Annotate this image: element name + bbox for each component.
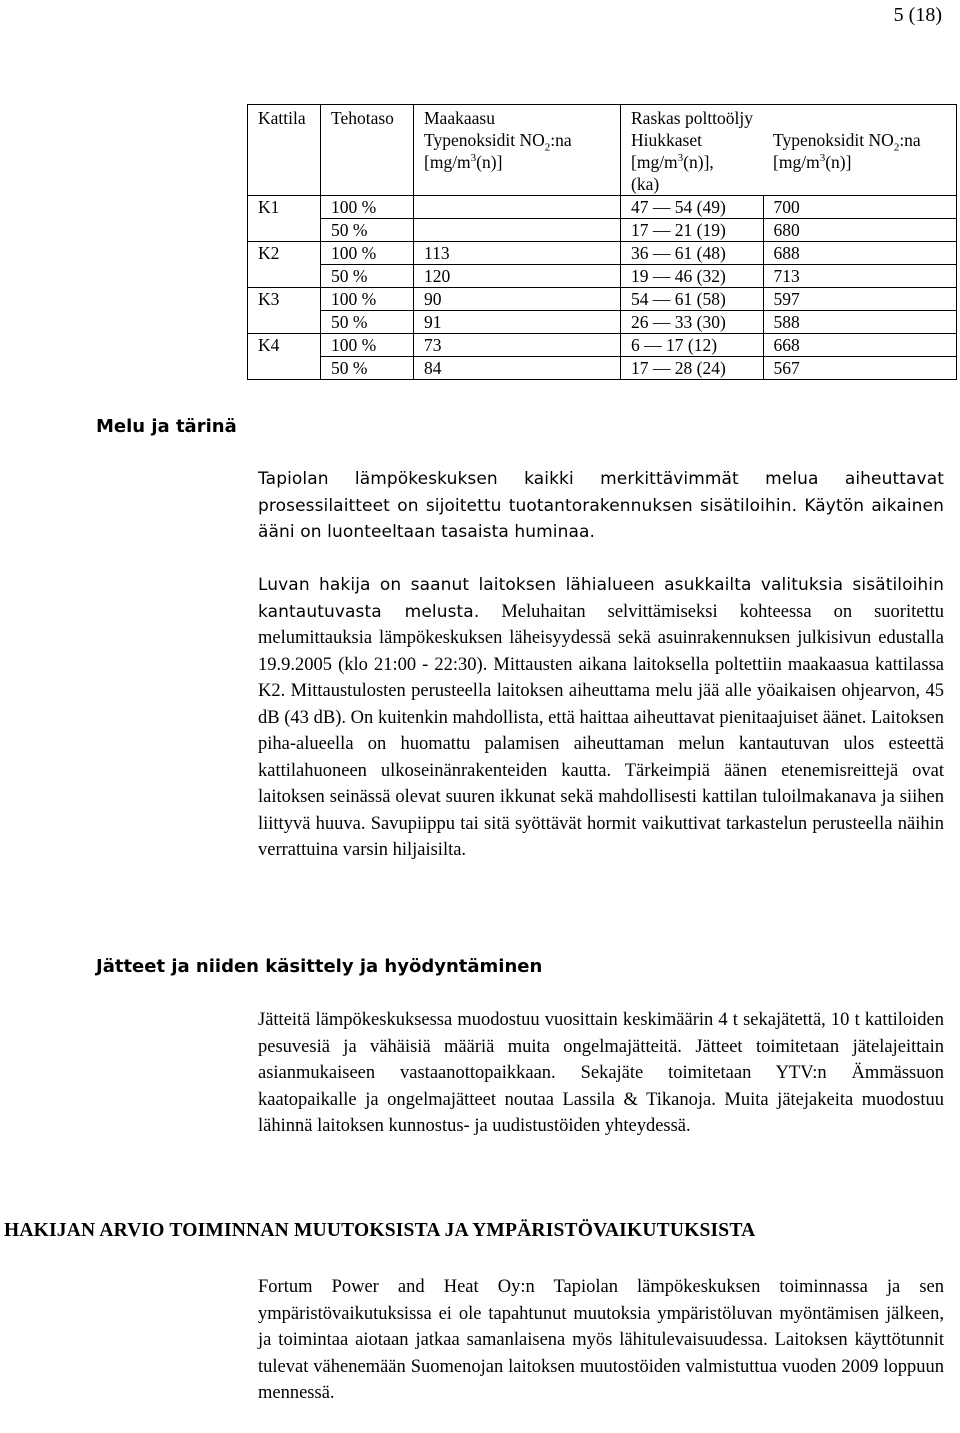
- cell-hiukkaset: 17 — 21 (19): [621, 219, 764, 242]
- section-heading-jatteet: Jätteet ja niiden käsittely ja hyödyntäminen: [96, 956, 543, 977]
- cell-no2: 700: [763, 196, 956, 219]
- melu-paragraph-1: Tapiolan lämpökeskuksen kaikki merkittävimmät melua aiheuttavat prosessilaitteet on sijoitettu tuotantorakennuksen sisätiloihin. Käytön aikainen ääni on luonteeltaan tasaista huminaa.: [258, 469, 944, 542]
- cell-tehotaso: 50 %: [321, 311, 414, 334]
- cell-no2: 567: [763, 357, 956, 380]
- cell-no2: 713: [763, 265, 956, 288]
- header-maakaasu-title: Maakaasu: [424, 108, 495, 128]
- cell-maakaasu: 113: [414, 242, 621, 265]
- cell-maakaasu: 120: [414, 265, 621, 288]
- cell-tehotaso: 100 %: [321, 334, 414, 357]
- cell-maakaasu: [414, 196, 621, 219]
- section-heading-hakija: HAKIJAN ARVIO TOIMINNAN MUUTOKSISTA JA YMPÄRISTÖVAIKUTUKSISTA: [4, 1220, 756, 1241]
- cell-hiukkaset: 26 — 33 (30): [621, 311, 764, 334]
- header-raskas-title: Raskas polttoöljy: [631, 108, 754, 128]
- header-maakaasu-unit: $[mg/m^3(n)]$: [424, 152, 503, 172]
- cell-hiukkaset: 17 — 28 (24): [621, 357, 764, 380]
- table-row: [248, 357, 957, 380]
- cell-tehotaso: 100 %: [321, 288, 414, 311]
- cell-no2: 668: [763, 334, 956, 357]
- table-row: [248, 265, 957, 288]
- header-kattila: Kattila: [248, 105, 321, 196]
- melu-paragraph-2b: Meluhaitan selvittämiseksi kohteessa on suoritettu melumittauksia lämpökeskuksen läheisyydessä sekä asuinrakennuksen julkisivun edustalla 19.9.2005 (klo 21:00 - 22:30). Mittausten aikana laitoksella poltettiin maakaasua kattilassa K2. Mittaustulosten perusteella laitoksen aiheuttama melu jää alle yöaikaisen ohjearvon, 45 dB (43 dB). On kuitenkin mahdollista, että haittaa aiheuttavat pienitaajuiset äänet. Laitoksen piha-alueella on huomattu palamisen aiheuttaman melun kantautuvan ulos esteettä kattilahuoneen ulkoseinänrakenteiden kautta. Tärkeimpiä äänen etenemisreittejä ovat laitoksen seinässä olevat suuren ikkunat sekä mahdollisesti kattilan tuloilmakanava ja siihen liittyvä huuva. Savupiippu tai sitä syöttävät hormit vaikuttivat tarkastelun perusteella näihin verrattuina varsin hiljaisilta.: [258, 601, 944, 860]
- cell-tehotaso: 100 %: [321, 196, 414, 219]
- header-no2-label: Typenoksidit $NO_2:na$: [773, 130, 921, 154]
- header-hiukkaset: [621, 105, 764, 196]
- melu-paragraph-2a: Luvan hakija on saanut laitoksen lähialueen asukkailta valituksia sisätiloihin kantautuvasta melusta.: [258, 575, 944, 622]
- header-maakaasu-no2: Typenoksidit $NO_2:na$: [424, 130, 572, 154]
- table-row: [248, 311, 957, 334]
- table-header-row: [248, 105, 957, 196]
- cell-maakaasu: [414, 219, 621, 242]
- cell-no2: 688: [763, 242, 956, 265]
- cell-hiukkaset: 19 — 46 (32): [621, 265, 764, 288]
- cell-tehotaso: 50 %: [321, 265, 414, 288]
- cell-maakaasu: 91: [414, 311, 621, 334]
- cell-kattila: K1: [248, 196, 321, 219]
- cell-kattila: K2: [248, 242, 321, 265]
- section-heading-melu: Melu ja tärinä: [96, 416, 237, 437]
- table-row: [248, 334, 957, 357]
- table-row: [248, 219, 957, 242]
- cell-maakaasu: 73: [414, 334, 621, 357]
- header-tehotaso: Tehotaso: [321, 105, 414, 196]
- header-hiukkaset-ka: (ka): [631, 174, 660, 194]
- cell-kattila: K3: [248, 288, 321, 311]
- header-hiukkaset-title: Hiukkaset: [631, 130, 702, 150]
- cell-kattila: [248, 311, 321, 334]
- cell-maakaasu: 90: [414, 288, 621, 311]
- header-hiukkaset-unit: $[mg/m^3(n)]$,: [631, 152, 714, 172]
- table-row: [248, 288, 957, 311]
- cell-kattila: [248, 219, 321, 242]
- cell-maakaasu: 84: [414, 357, 621, 380]
- cell-hiukkaset: 47 — 54 (49): [621, 196, 764, 219]
- cell-kattila: [248, 265, 321, 288]
- cell-no2: 680: [763, 219, 956, 242]
- hakija-paragraph: Fortum Power and Heat Oy:n Tapiolan lämpökeskuksen toiminnassa ja sen ympäristövaikutuksissa ei ole tapahtunut muutoksia ympäristöluvan myöntämisen jälkeen, ja toimintaa aiotaan jatkaa samanlaisena myös lähitulevaisuudessa. Laitoksen käyttötunnit tulevat vähenemään Suomenojan laitoksen muutostöiden valmistuttua vuoden 2009 loppuun mennessä.: [258, 1277, 944, 1403]
- cell-no2: 597: [763, 288, 956, 311]
- table-row: [248, 242, 957, 265]
- cell-tehotaso: 100 %: [321, 242, 414, 265]
- cell-hiukkaset: 54 — 61 (58): [621, 288, 764, 311]
- page-number: 5 (18): [893, 4, 942, 26]
- header-maakaasu: [414, 105, 621, 196]
- cell-tehotaso: 50 %: [321, 357, 414, 380]
- emissions-table: [247, 104, 957, 380]
- header-no2: [763, 105, 956, 196]
- cell-tehotaso: 50 %: [321, 219, 414, 242]
- jatteet-paragraph: Jätteitä lämpökeskuksessa muodostuu vuosittain keskimäärin 4 t sekajätettä, 10 t kattiloiden pesuvesiä ja vähäisiä määriä muita ongelmajätteitä. Jätteet toimitetaan jätelajeittain asianmukaiseen vastaanottopaikkaan. Sekajäte toimitetaan YTV:n Ämmässuon kaatopaikalle ja ongelmajätteet noutaa Lassila & Tikanoja. Muita jätejakeita muodostuu lähinnä laitoksen kunnostus- ja uudistustöiden yhteydessä.: [258, 1010, 944, 1136]
- cell-hiukkaset: 36 — 61 (48): [621, 242, 764, 265]
- header-no2-unit: $[mg/m^3(n)]$: [773, 152, 852, 172]
- cell-hiukkaset: 6 — 17 (12): [621, 334, 764, 357]
- table-row: [248, 196, 957, 219]
- melu-paragraph-2: [258, 572, 944, 864]
- cell-kattila: K4: [248, 334, 321, 357]
- cell-no2: 588: [763, 311, 956, 334]
- cell-kattila: [248, 357, 321, 380]
